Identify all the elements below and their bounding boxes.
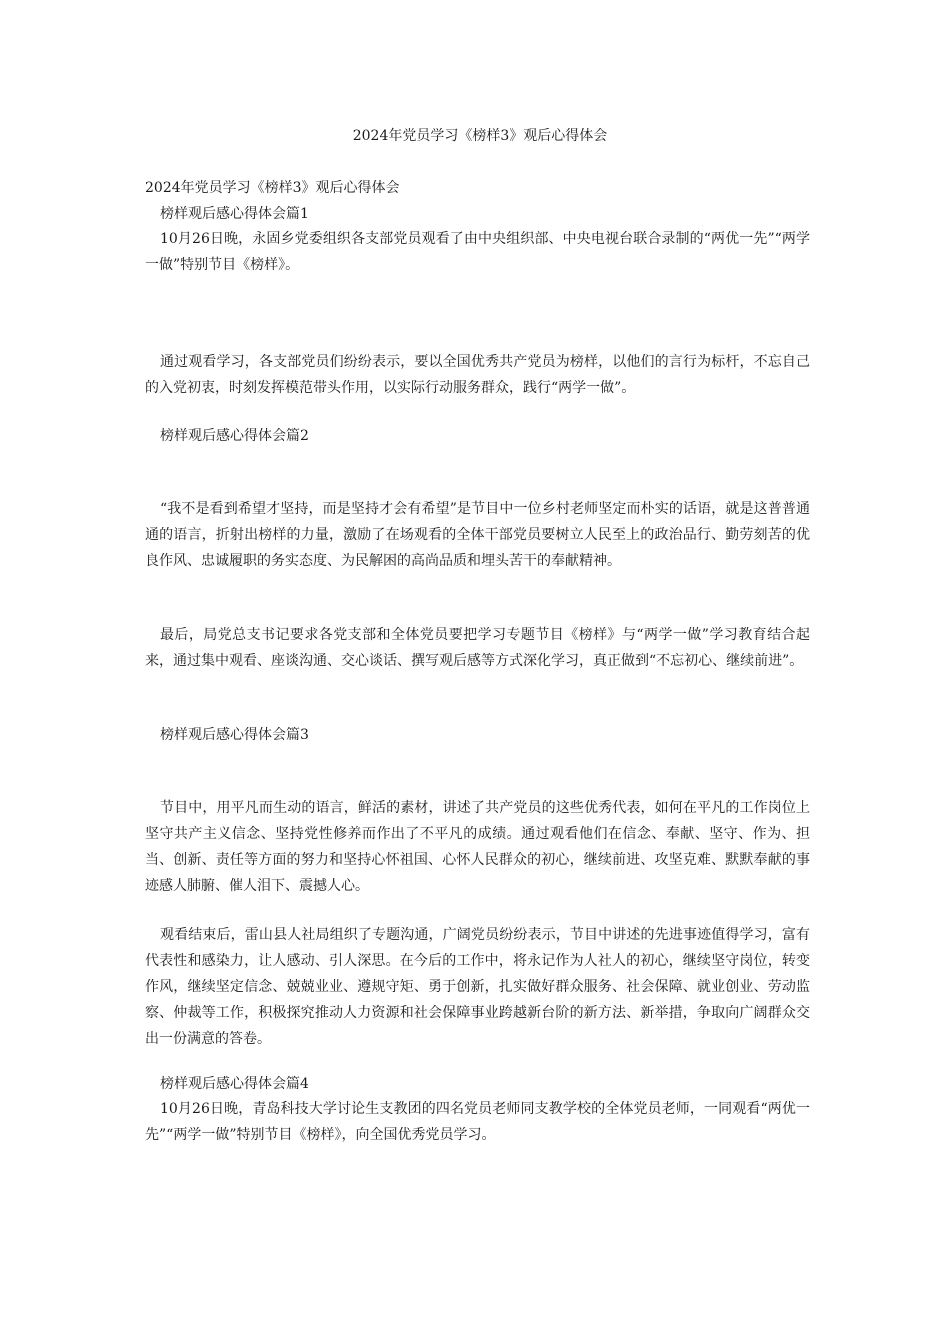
section-4-heading: 榜样观后感心得体会篇4 [160,1076,309,1092]
section-1-paragraph-1: 10月26日晚，永固乡党委组织各支部党员观看了由中央组织部、中央电视台联合录制的“两优一先”“两学一做”特别节目《榜样》。 [145,231,810,273]
section-3-paragraph-1: 节目中，用平凡而生动的语言，鲜活的素材，讲述了共产党员的这些优秀代表，如何在平凡的工作岗位上坚守共产主义信念、坚持党性修养而作出了不平凡的成绩。通过观看他们在信念、奉献、坚守、作为、担当、创新、责任等方面的努力和坚持心怀祖国、心怀人民群众的初心，继续前进、攻坚克难、默默奉献的事迹感人肺腑、催人泪下、震撼人心。 [145,800,810,894]
section-1-paragraph-2: 通过观看学习，各支部党员们纷纷表示，要以全国优秀共产党员为榜样，以他们的言行为标杆，不忘自己的入党初衷，时刻发挥模范带头作用，以实际行动服务群众，践行“两学一做”。 [145,354,810,396]
section-2-paragraph-2: 最后，局党总支书记要求各党支部和全体党员要把学习专题节目《榜样》与“两学一做”学习教育结合起来，通过集中观看、座谈沟通、交心谈话、撰写观后感等方式深化学习，真正做到“不忘初心、继续前进”。 [145,627,810,669]
section-3-paragraph-2: 观看结束后，雷山县人社局组织了专题沟通，广阔党员纷纷表示，节目中讲述的先进事迹值得学习，富有代表性和感染力，让人感动、引人深思。在今后的工作中，将永记作为人社人的初心，继续坚守岗位，转变作风，继续坚定信念、兢兢业业、遵规守矩、勇于创新，扎实做好群众服务、社会保障、就业创业、劳动监察、仲裁等工作，积极探究推动人力资源和社会保障事业跨越新台阶的新方法、新举措，争取向广阔群众交出一份满意的答卷。 [145,927,810,1047]
section-2-paragraph-1: “我不是看到希望才坚持，而是坚持才会有希望”是节目中一位乡村老师坚定而朴实的话语，就是这普普通通的语言，折射出榜样的力量，激励了在场观看的全体干部党员要树立人民至上的政治品行、勤劳刻苦的优良作风、忠诚履职的务实态度、为民解困的高尚品质和埋头苦干的奉献精神。 [145,501,810,569]
section-4-paragraph-1: 10月26日晚，青岛科技大学讨论生支教团的四名党员老师同支教学校的全体党员老师，一同观看“两优一先”“两学一做”特别节目《榜样》，向全国优秀党员学习。 [145,1101,810,1143]
document-title: 2024年党员学习《榜样3》观后心得体会 [352,128,608,144]
section-2-heading: 榜样观后感心得体会篇2 [160,428,309,444]
section-3-heading: 榜样观后感心得体会篇3 [160,727,309,743]
section-1-heading: 榜样观后感心得体会篇1 [160,206,309,222]
document-subtitle: 2024年党员学习《榜样3》观后心得体会 [145,180,400,196]
